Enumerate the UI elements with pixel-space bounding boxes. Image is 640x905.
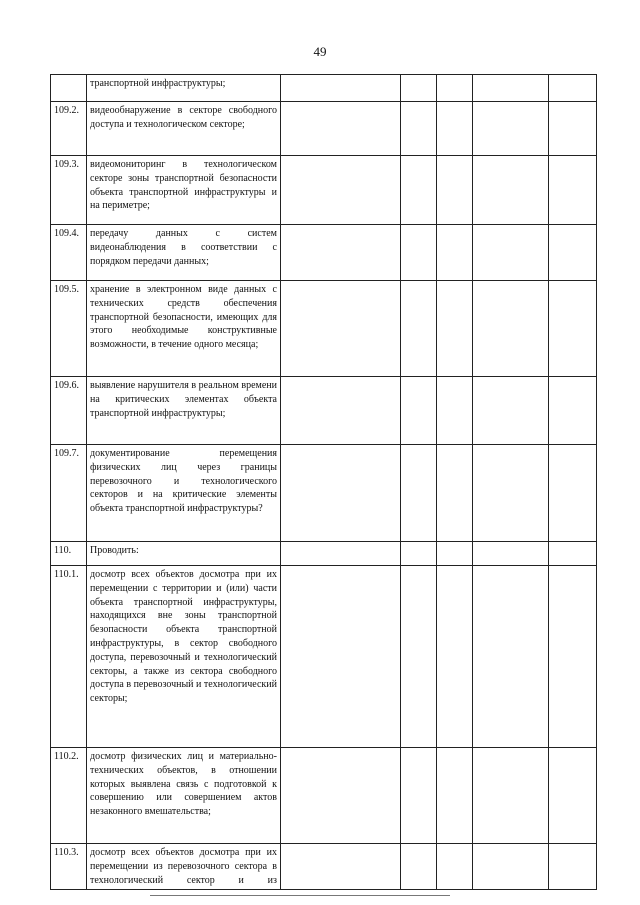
- empty-cell: [437, 445, 473, 542]
- empty-cell: [401, 75, 437, 102]
- table-row: [51, 75, 597, 102]
- empty-cell: [437, 156, 473, 225]
- empty-cell: [281, 542, 401, 566]
- empty-cell: [281, 75, 401, 102]
- requirement-text: документирование перемещения физических лиц через границы перевозочного и технологического секторов и на критические элементы объекта транспортной инфраструктуры?: [87, 445, 281, 542]
- empty-cell: [549, 75, 597, 102]
- empty-cell: [473, 156, 549, 225]
- empty-cell: [401, 156, 437, 225]
- empty-cell: [549, 748, 597, 844]
- empty-cell: [473, 748, 549, 844]
- checklist-table: [50, 74, 597, 890]
- empty-cell: [437, 281, 473, 377]
- empty-cell: [549, 225, 597, 281]
- empty-cell: [281, 225, 401, 281]
- page-number: 49: [313, 44, 327, 59]
- empty-cell: [473, 844, 549, 890]
- table-row: [51, 281, 597, 377]
- row-number: 109.6.: [51, 377, 87, 445]
- empty-cell: [401, 281, 437, 377]
- empty-cell: [473, 75, 549, 102]
- row-number: 109.2.: [51, 102, 87, 156]
- row-number: 109.4.: [51, 225, 87, 281]
- empty-cell: [549, 566, 597, 748]
- table-row: [51, 445, 597, 542]
- empty-cell: [549, 542, 597, 566]
- empty-cell: [281, 102, 401, 156]
- empty-cell: [401, 566, 437, 748]
- empty-cell: [437, 844, 473, 890]
- empty-cell: [549, 377, 597, 445]
- empty-cell: [473, 281, 549, 377]
- requirement-text: передачу данных с систем видеонаблюдения в соответствии с порядком передачи данных;: [87, 225, 281, 281]
- empty-cell: [281, 281, 401, 377]
- row-number: 110.: [51, 542, 87, 566]
- empty-cell: [549, 102, 597, 156]
- empty-cell: [437, 75, 473, 102]
- table-row: [51, 102, 597, 156]
- empty-cell: [281, 156, 401, 225]
- empty-cell: [437, 225, 473, 281]
- empty-cell: [437, 102, 473, 156]
- empty-cell: [401, 377, 437, 445]
- requirement-text: Проводить:: [87, 542, 281, 566]
- empty-cell: [437, 566, 473, 748]
- empty-cell: [473, 445, 549, 542]
- empty-cell: [437, 748, 473, 844]
- table-row: [51, 542, 597, 566]
- empty-cell: [281, 748, 401, 844]
- row-number: 110.1.: [51, 566, 87, 748]
- table-row: [51, 748, 597, 844]
- row-number: 109.3.: [51, 156, 87, 225]
- empty-cell: [473, 102, 549, 156]
- empty-cell: [437, 377, 473, 445]
- table-row: [51, 377, 597, 445]
- empty-cell: [401, 225, 437, 281]
- row-number: [51, 75, 87, 102]
- table-row: [51, 225, 597, 281]
- empty-cell: [401, 102, 437, 156]
- empty-cell: [281, 566, 401, 748]
- empty-cell: [473, 542, 549, 566]
- row-number: 109.7.: [51, 445, 87, 542]
- table-row: [51, 566, 597, 748]
- empty-cell: [549, 844, 597, 890]
- requirement-text: видеомониторинг в технологическом секторе зоны транспортной безопасности объекта транспортной инфраструктуры и на периметре;: [87, 156, 281, 225]
- requirement-text: досмотр всех объектов досмотра при их перемещении с территории и (или) части объекта транспортной инфраструктуры, находящихся вне зоны транспортной безопасности объекта транспортной инфраструктуры, в сектор свободного доступа, перевозочный и технологический секторы, а также из сектора свободного доступа в перевозочный и технологический секторы;: [87, 566, 281, 748]
- empty-cell: [281, 377, 401, 445]
- requirement-text: досмотр всех объектов досмотра при их перемещении из перевозочного сектора в технологический сектор и из: [87, 844, 281, 890]
- table-row: [51, 844, 597, 890]
- requirement-text: выявление нарушителя в реальном времени на критических элементах объекта транспортной инфраструктуры;: [87, 377, 281, 445]
- empty-cell: [401, 542, 437, 566]
- empty-cell: [281, 445, 401, 542]
- row-number: 110.2.: [51, 748, 87, 844]
- empty-cell: [549, 156, 597, 225]
- empty-cell: [281, 844, 401, 890]
- empty-cell: [549, 281, 597, 377]
- requirement-text: хранение в электронном виде данных с технических средств обеспечения транспортной безопасности, имеющих для этого необходимые конструктивные возможности, в течение одного месяца;: [87, 281, 281, 377]
- requirement-text: досмотр физических лиц и материально-технических объектов, в отношении которых выявлена связь с подготовкой к совершению или совершением актов незаконного вмешательства;: [87, 748, 281, 844]
- empty-cell: [473, 566, 549, 748]
- empty-cell: [473, 225, 549, 281]
- requirement-text: видеообнаружение в секторе свободного доступа и технологическом секторе;: [87, 102, 281, 156]
- requirement-text: транспортной инфраструктуры;: [87, 75, 281, 102]
- empty-cell: [401, 445, 437, 542]
- empty-cell: [401, 844, 437, 890]
- table-row: [51, 156, 597, 225]
- row-number: 110.3.: [51, 844, 87, 890]
- row-number: 109.5.: [51, 281, 87, 377]
- empty-cell: [549, 445, 597, 542]
- empty-cell: [437, 542, 473, 566]
- scan-edge-line: [150, 895, 450, 896]
- empty-cell: [401, 748, 437, 844]
- empty-cell: [473, 377, 549, 445]
